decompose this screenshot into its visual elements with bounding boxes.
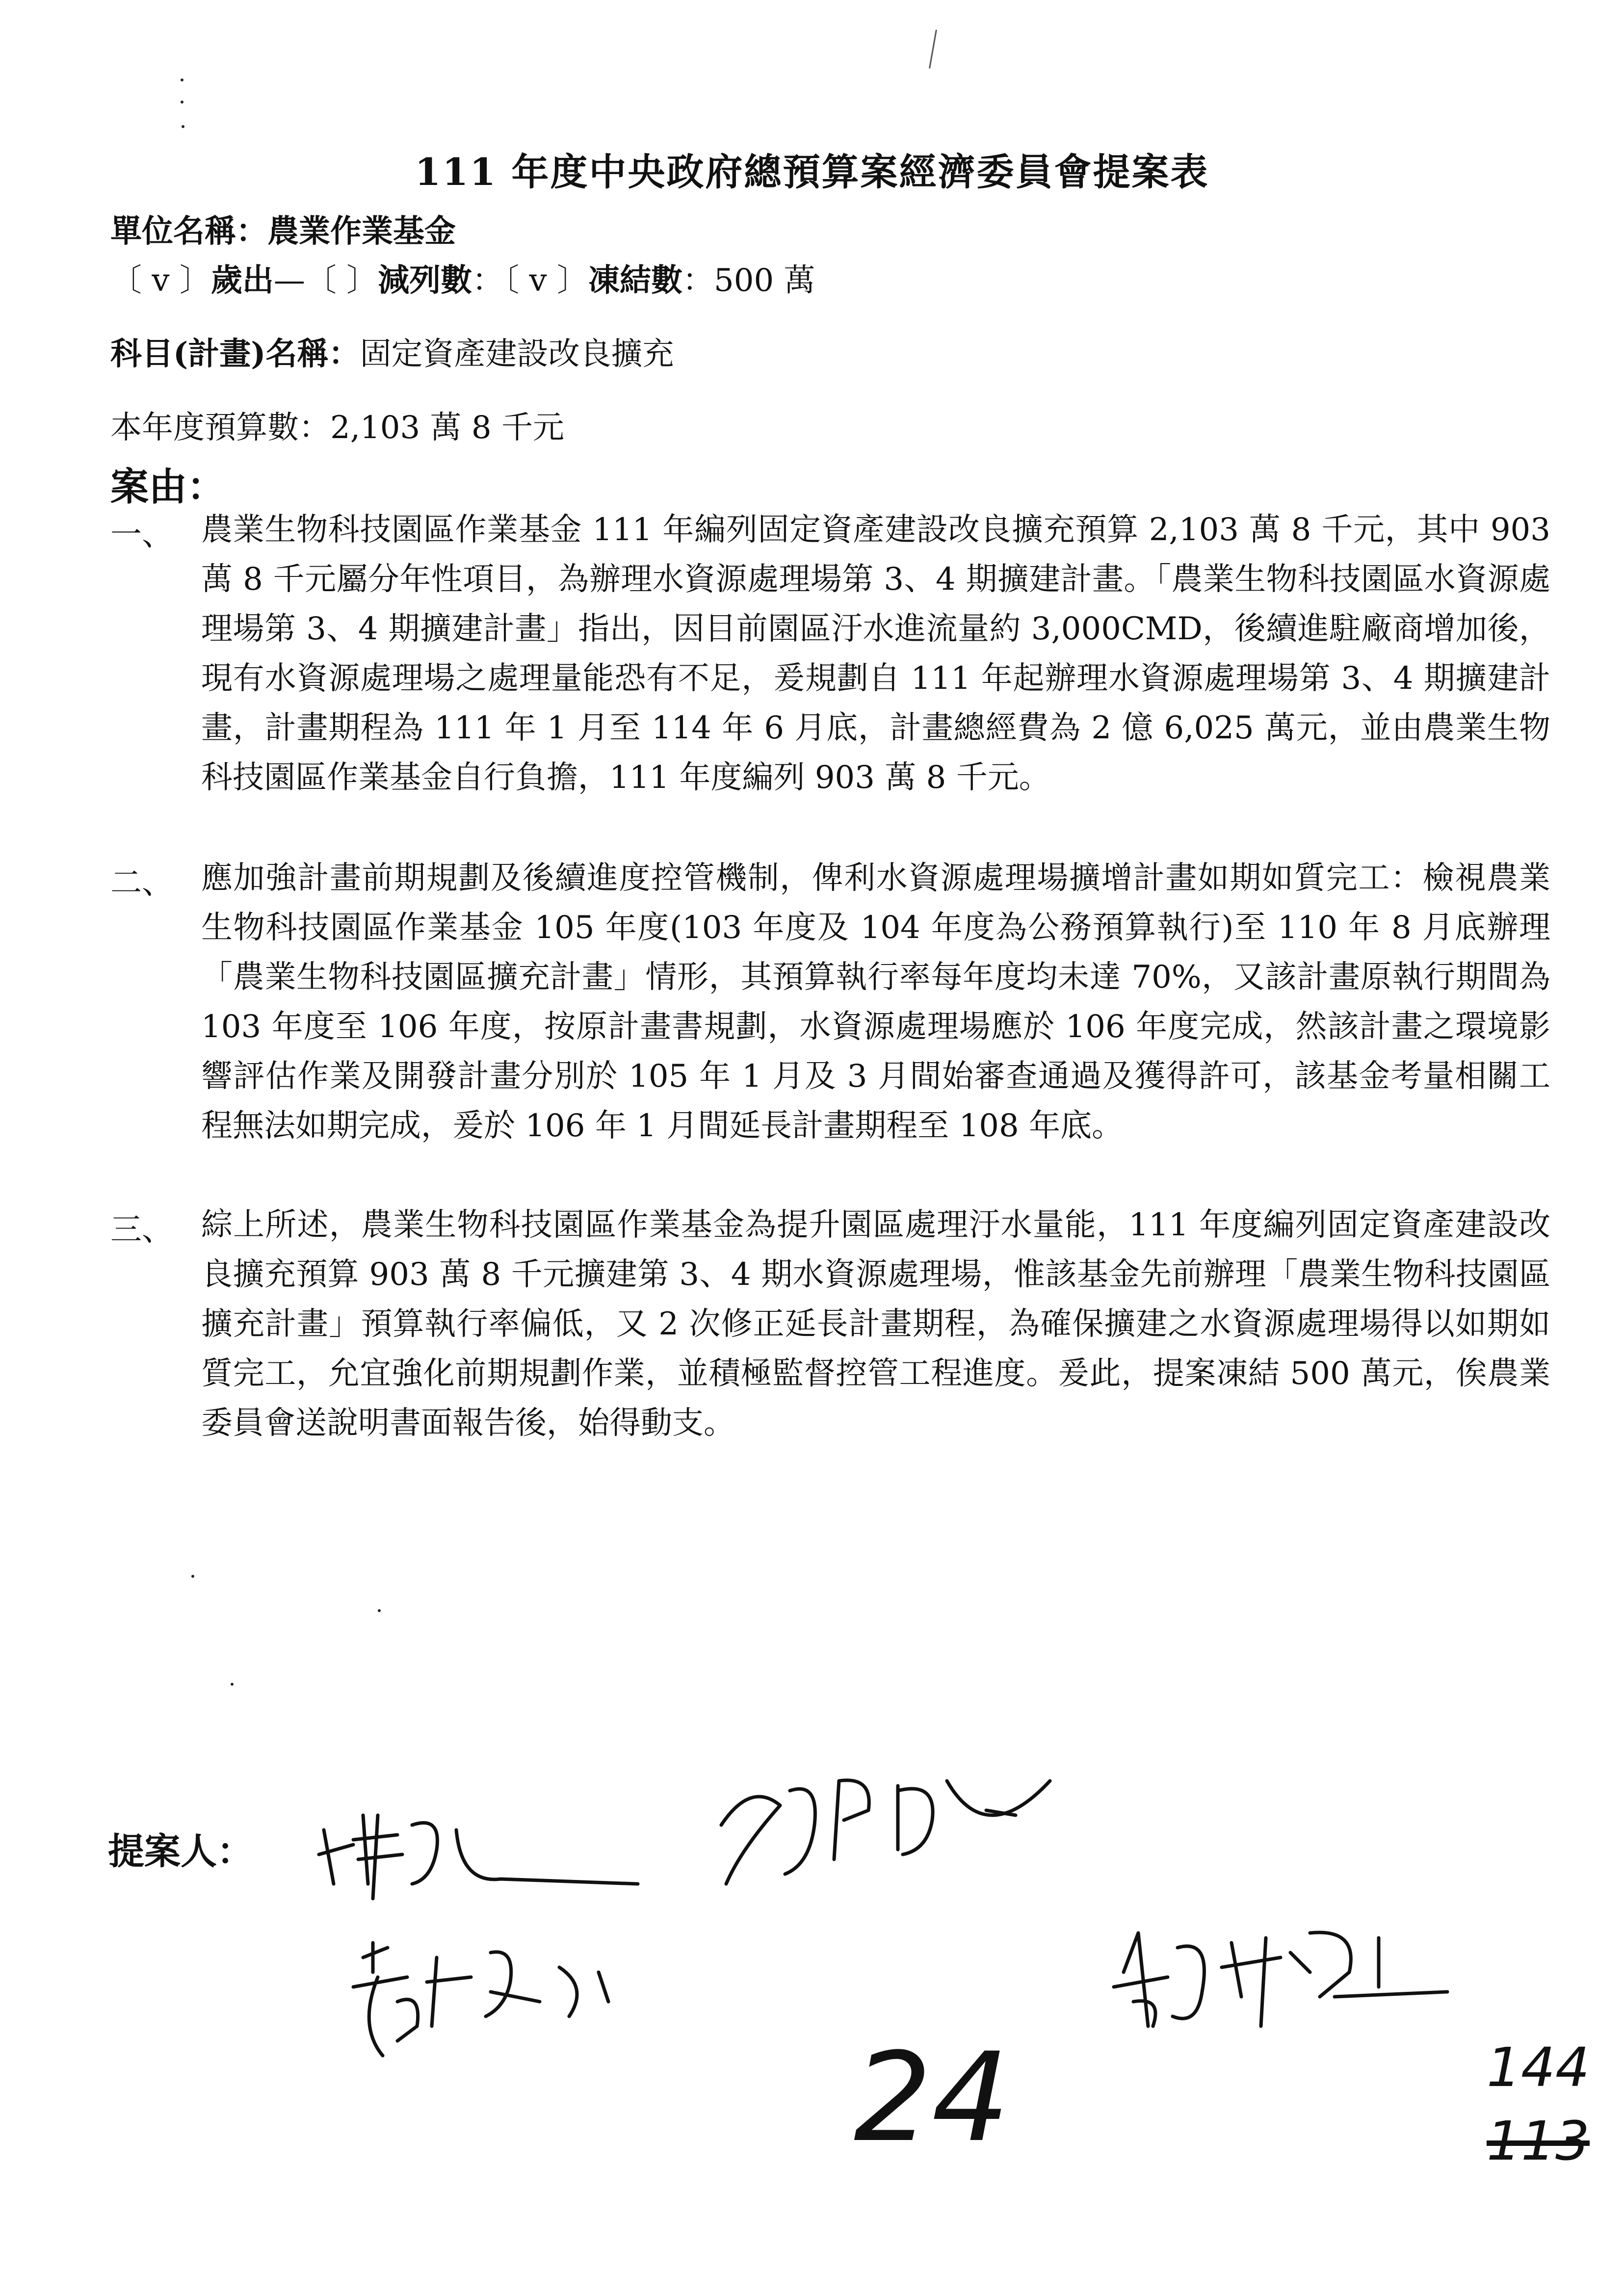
paragraph-number: 二、 [110, 865, 173, 901]
signature-1 [314, 1786, 648, 1913]
flags-line [110, 255, 815, 300]
item-value: 固定資產建設改良擴充 [360, 336, 674, 372]
reason-paragraph-2: 應加強計畫前期規劃及後續進度控管機制，俾利水資源處理場擴增計畫如期如質完工：檢視農業生物科技園區作業基金 105 年度(103 年度及 104 年度為公務預算執行)至 110 年 8 月底辦理「農業生物科技園區擴充計畫」情形，其預算執行率每年度均未達 70%，又該計畫原執行期間為 103 年度至 106 年度，按原計畫書規劃，水資源處理場應於 106 年度完成，然該計畫之環境影響評估作業及開發計畫分別於 105 年 1 月及 3 月間始審查通過及獲得許可，該基金考量相關工程無法如期完成，爰於 106 年 1 月間延長計畫期程至 108 年底。 [201, 860, 1550, 1144]
signature-3 [343, 1928, 618, 2065]
signature-2 [711, 1751, 1065, 1899]
reason-heading: 案由： [110, 465, 226, 509]
unit-label: 單位名稱： [110, 213, 267, 250]
freeze-checkbox: 〔 v 〕 [503, 262, 589, 299]
freeze-amount: 500 萬 [714, 262, 815, 299]
margin-speck [181, 101, 183, 104]
item-line [110, 329, 674, 374]
freeze-label: 凍結數 [588, 262, 683, 299]
item-label: 科目(計畫)名稱： [110, 336, 360, 372]
handwritten-page-mark-struck: 113 [1487, 2110, 1590, 2172]
page-number: 24 [854, 2026, 1010, 2169]
margin-speck [191, 1575, 194, 1578]
reason-paragraph-3: 綜上所述，農業生物科技園區作業基金為提升園區處理汙水量能，111 年度編列固定資產建設改良擴充預算 903 萬 8 千元擴建第 3、4 期水資源處理場，惟該基金先前辦理「農業生物科技園區擴充計畫」預算執行率偏低，又 2 次修正延長計畫期程，為確保擴建之水資源處理場得以如期如質完工，允宜強化前期規劃作業，並積極監督控管工程進度。爰此，提案凍結 500 萬元，俟農業委員會送說明書面報告後，始得動支。 [201, 1207, 1550, 1441]
expenditure-label: 歲出 [210, 262, 274, 299]
reason-paragraph-1: 農業生物科技園區作業基金 111 年編列固定資產建設改良擴充預算 2,103 萬 8 千元，其中 903 萬 8 千元屬分年性項目，為辦理水資源處理場第 3、4 期擴建計畫。「農業生物科技園區水資源處理場第 3、4 期擴建計畫」指出，因目前園區汙水進流量約 3,000CMD，後續進駐廠商增加後，現有水資源處理場之處理量能恐有不足，爰規劃自 111 年起辦理水資源處理場第 3、4 期擴建計畫，計畫期程為 111 年 1 月至 114 年 6 月底，計畫總經費為 2 億 6,025 萬元，並由農業生物科技園區作業基金自行負擔，111 年度編列 903 萬 8 千元。 [201, 512, 1550, 796]
cut-label: 減列數 [378, 262, 472, 299]
dash: — [273, 262, 305, 299]
proposer-label: 提案人： [108, 1830, 253, 1873]
signature-4 [1104, 1899, 1457, 2046]
handwritten-page-mark: 144 [1487, 2036, 1590, 2099]
colon: ： [682, 262, 714, 299]
paragraph-number: 三、 [110, 1212, 173, 1248]
unit-line [110, 206, 456, 251]
budget-line: 本年度預算數：2,103 萬 8 千元 [110, 410, 564, 446]
colon: ： [472, 262, 504, 299]
unit-value: 農業作業基金 [267, 213, 456, 250]
margin-speck [378, 1609, 381, 1612]
document-title: 111 年度中央政府總預算案經濟委員會提案表 [415, 150, 1209, 194]
scan-mark [929, 29, 937, 68]
margin-speck [231, 1683, 234, 1686]
paragraph-number: 一、 [110, 517, 173, 553]
cut-checkbox: 〔 〕 [305, 262, 378, 299]
expenditure-checkbox: 〔 v 〕 [110, 262, 211, 299]
margin-speck [182, 125, 184, 128]
margin-speck [181, 78, 183, 81]
